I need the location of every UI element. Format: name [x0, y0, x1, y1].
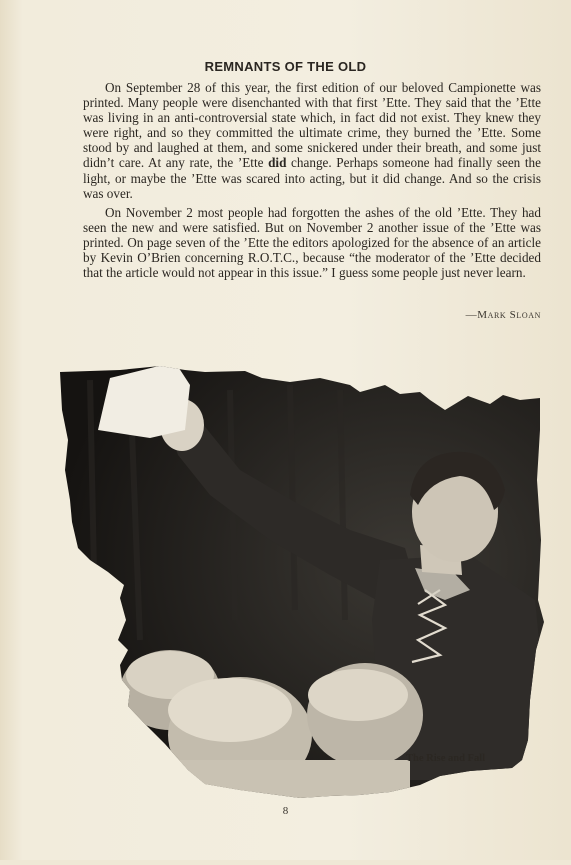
page-number: 8 — [282, 805, 289, 817]
paragraph-1-text-b: change. Perhaps someone had finally seen the light, or maybe the ’Ette was scared into acting, but it did change. And so the crisis was over. — [83, 155, 541, 201]
article-title: REMNANTS OF THE OLD — [204, 59, 367, 74]
byline-text: —Mark Sloan — [465, 309, 541, 321]
paragraph-2: On November 2 most people had forgotten the ashes of the old ’Ette. They had seen the new and were satisfied. But on November 2 another issue of the ’Ette was printed. On page seven of the ’Ette the editors apologized for the absence of an article by Kevin O’Brien concerning R.O.T.C., because “the moderator of the ’Ette decided that the article would not appear in this issue.” I guess some people just never learn. — [83, 204, 541, 281]
paragraph-1-text-a: On September 28 of this year, the first edition of our beloved Campionette was printed. Many people were disenchanted with that first ’Ette. They said that the ’Ette was living in an anti-controversial state which, in fact did not exist. They knew they were right, and so they committed the ultimate crime, they burned the ’Ette. Some stood by and laughed at them, and some snickered under their breath, and some just didn’t care. At any rate, the ’Ette — [83, 80, 541, 171]
paragraph-1-emphasis: did — [268, 155, 287, 171]
photo-caption: The Rise and Fall — [406, 753, 486, 764]
